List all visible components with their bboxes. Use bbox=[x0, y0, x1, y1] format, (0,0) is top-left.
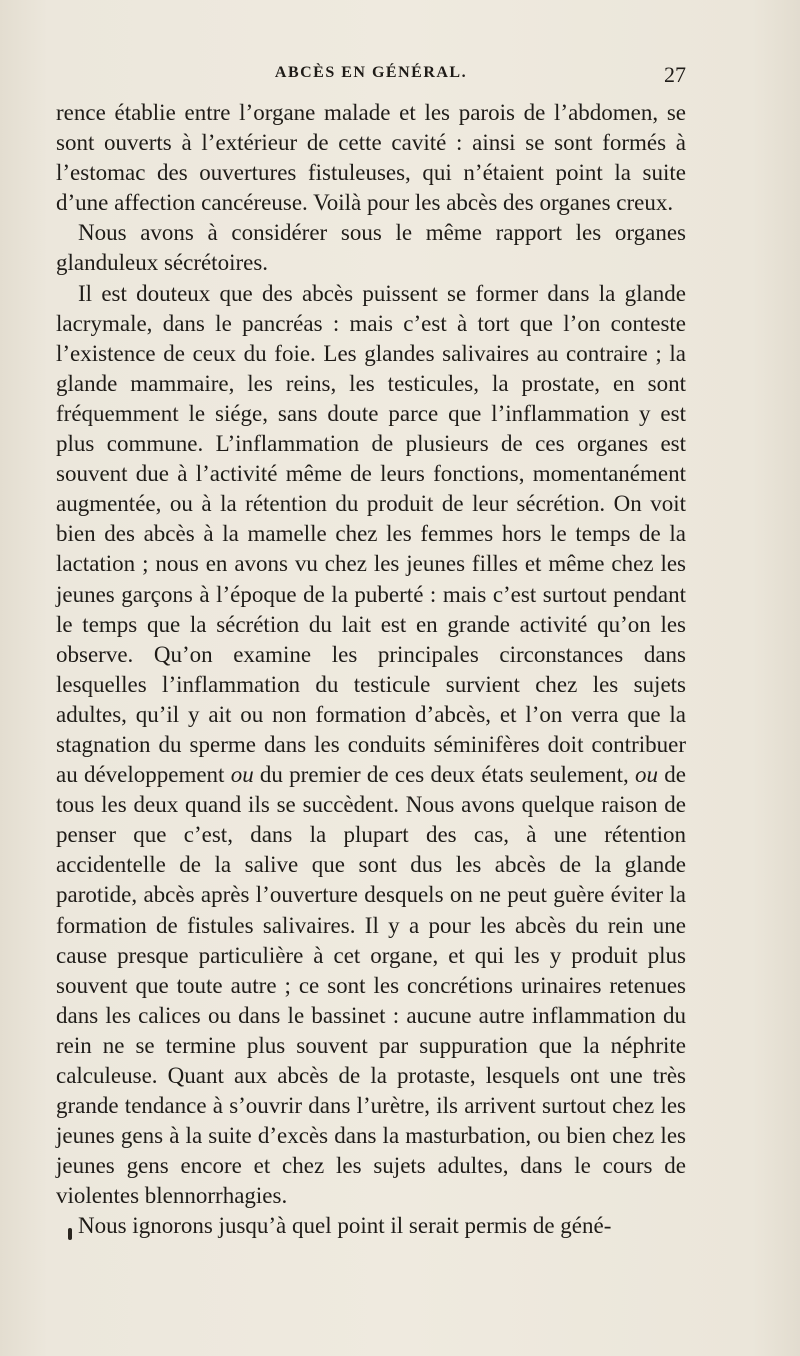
paragraph-text: Il est douteux que des abcès puissent se former dans la glande lacrymale, dans le pancréas : mais c’est à tort que l’on conteste l’existence de ceux du foie. Les glandes salivaires au contraire ; la glande mammaire, les reins, les testicules, la prostate, en sont fréquemment le siége, sans doute parce que l’inflammation y est plus commune. L’inflammation de plusieurs de ces organes est souvent due à l’activité même de leurs fonctions, momentanément augmentée, ou à la rétention du produit de leur sécrétion. On voit bien des abcès à la mamelle chez les femmes hors le temps de la lactation ; nous en avons vu chez les jeunes filles et même chez les jeunes garçons à l’époque de la puberté : mais c’est surtout pendant le temps que la sécrétion du lait est en grande activité qu’on les observe. Qu’on examine les principales circonstances dans lesquelles l’inflammation du testicule survient chez les sujets adultes, qu’il y ait ou non formation d’abcès, et l’on verra que la stagnation du sperme dans les conduits séminifères doit contribuer au développement bbox=[56, 280, 686, 788]
page-number: 27 bbox=[664, 62, 686, 87]
paragraph-3 bbox=[56, 279, 686, 1212]
page-header bbox=[56, 62, 686, 88]
paragraph-text: Nous avons à considérer sous le même rapport les organes glanduleux sécrétoires. bbox=[56, 220, 686, 276]
running-title: ABCÈS EN GÉNÉRAL. bbox=[274, 64, 468, 81]
body-text bbox=[56, 98, 686, 1242]
paragraph-text: de tous les deux quand ils se succèdent. Nous avons quelque raison de penser que c’est, dans la plupart des cas, à une rétention accidentelle de la salive que sont dus les abcès de la glande parotide, abcès après l’ouverture desquels on ne peut guère éviter la formation de fistules salivaires. Il y a pour les abcès du rein une cause presque particulière à cet organe, et qui les y produit plus souvent que toute autre ; ce sont les concrétions urinaires retenues dans les calices ou dans le bassinet : aucune autre inflammation du rein ne se termine plus souvent par suppuration que la néphrite calculeuse. Quant aux abcès de la protaste, lesquels ont une très grande tendance à s’ouvrir dans l’urètre, ils arrivent surtout chez les jeunes gens à la suite d’excès dans la masturbation, ou bien chez les jeunes gens encore et chez les sujets adultes, dans le cours de violentes blennorrhagies. bbox=[56, 762, 686, 1209]
italic-word: ou bbox=[635, 762, 659, 788]
paragraph-text: Nous ignorons jusqu’à quel point il serait permis de géné- bbox=[78, 1213, 612, 1239]
paragraph-1 bbox=[56, 98, 686, 218]
paragraph-text: du premier de ces deux états seulement, bbox=[253, 762, 636, 788]
paragraph-text: rence établie entre l’organe malade et les parois de l’abdomen, se sont ouverts à l’extérieur de cette cavité : ainsi se sont formés à l’estomac des ouvertures fistuleuses, qui n’étaient point la suite d’une affection cancéreuse. Voilà pour les abcès des organes creux. bbox=[56, 100, 686, 216]
paragraph-4 bbox=[56, 1211, 686, 1241]
italic-word: ou bbox=[230, 762, 254, 788]
ink-mark bbox=[68, 1228, 72, 1240]
paragraph-2 bbox=[56, 218, 686, 278]
